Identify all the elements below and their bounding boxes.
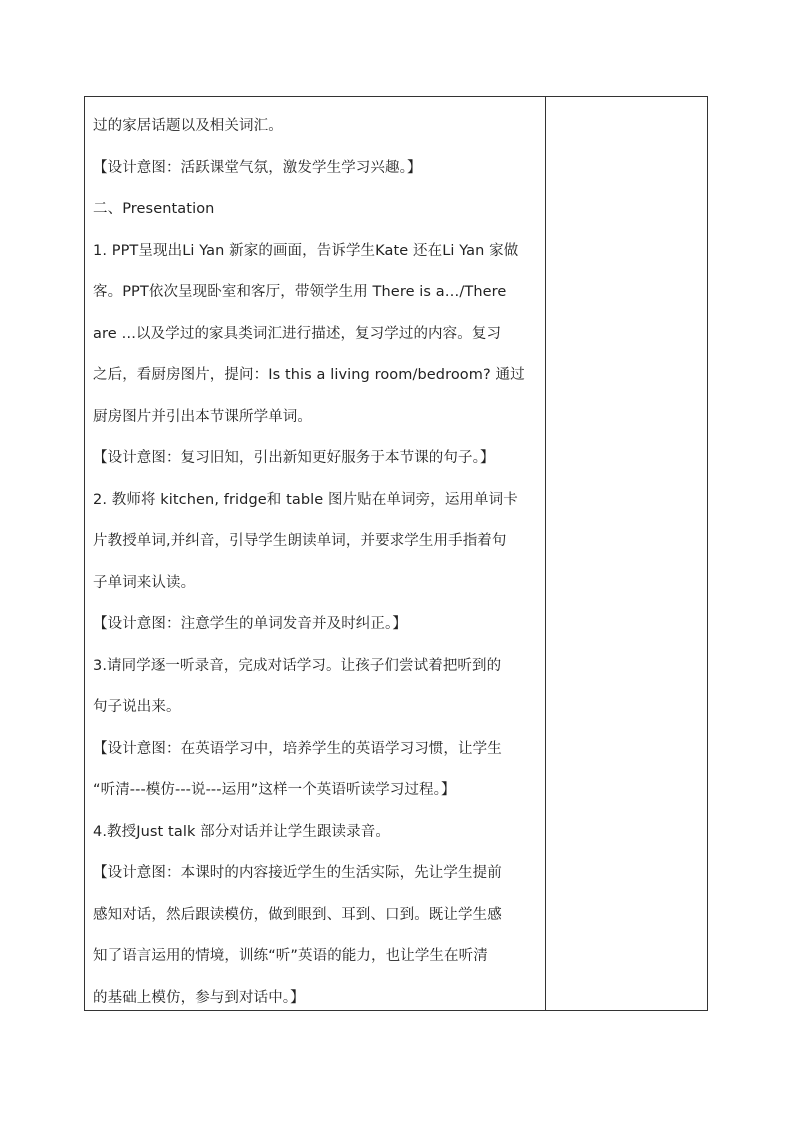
text-line: 客。PPT依次呈现卧室和客厅，带领学生用 There is a…/There [93, 284, 507, 300]
section-heading: 二、Presentation [93, 201, 215, 217]
design-intent-line: 【设计意图：复习旧知，引出新知更好服务于本节课的句子。】 [93, 450, 495, 466]
text-line: 片教授单词,并纠音，引导学生朗读单词，并要求学生用手指着句 [93, 533, 507, 549]
teaching-process-cell [85, 97, 545, 1010]
design-intent-line: 【设计意图：活跃课堂气氛，激发学生学习兴趣。】 [93, 159, 422, 176]
text-line: 子单词来认读。 [93, 574, 196, 591]
text-line: 过的家居话题以及相关词汇。 [93, 118, 283, 134]
notes-cell [546, 97, 707, 1010]
design-intent-line: 【设计意图：本课时的内容接近学生的生活实际，先让学生提前 [93, 865, 502, 881]
text-line: 4.教授Just talk 部分对话并让学生跟读录音。 [93, 823, 390, 840]
text-line: 厨房图片并引出本节课所学单词。 [93, 408, 312, 425]
design-intent-line: 【设计意图：在英语学习中，培养学生的英语学习习惯，让学生 [93, 740, 502, 757]
text-line: 1. PPT呈现出Li Yan 新家的画面，告诉学生Kate 还在Li Yan 家做 [93, 242, 519, 259]
text-line: are …以及学过的家具类词汇进行描述，复习学过的内容。复习 [93, 325, 502, 342]
lesson-plan-table [84, 96, 708, 1011]
design-intent-line: 【设计意图：注意学生的单词发音并及时纠正。】 [93, 616, 407, 632]
text-line: 的基础上模仿，参与到对话中。】 [93, 989, 305, 1006]
text-line: 2. 教师将 kitchen, fridge和 table 图片贴在单词旁，运用单词卡 [93, 491, 518, 508]
text-line: 3.请同学逐一听录音，完成对话学习。让孩子们尝试着把听到的 [93, 657, 502, 674]
text-line: 之后，看厨房图片，提问：Is this a living room/bedroom? 通过 [93, 367, 525, 383]
text-line: 知了语言运用的情境，训练“听”英语的能力，也让学生在听清 [93, 948, 488, 964]
text-line: 感知对话，然后跟读模仿，做到眼到、耳到、口到。既让学生感 [93, 906, 502, 923]
text-line: “听清---模仿---说---运用”这样一个英语听读学习过程。】 [93, 782, 456, 798]
text-line: 句子说出来。 [93, 699, 181, 715]
